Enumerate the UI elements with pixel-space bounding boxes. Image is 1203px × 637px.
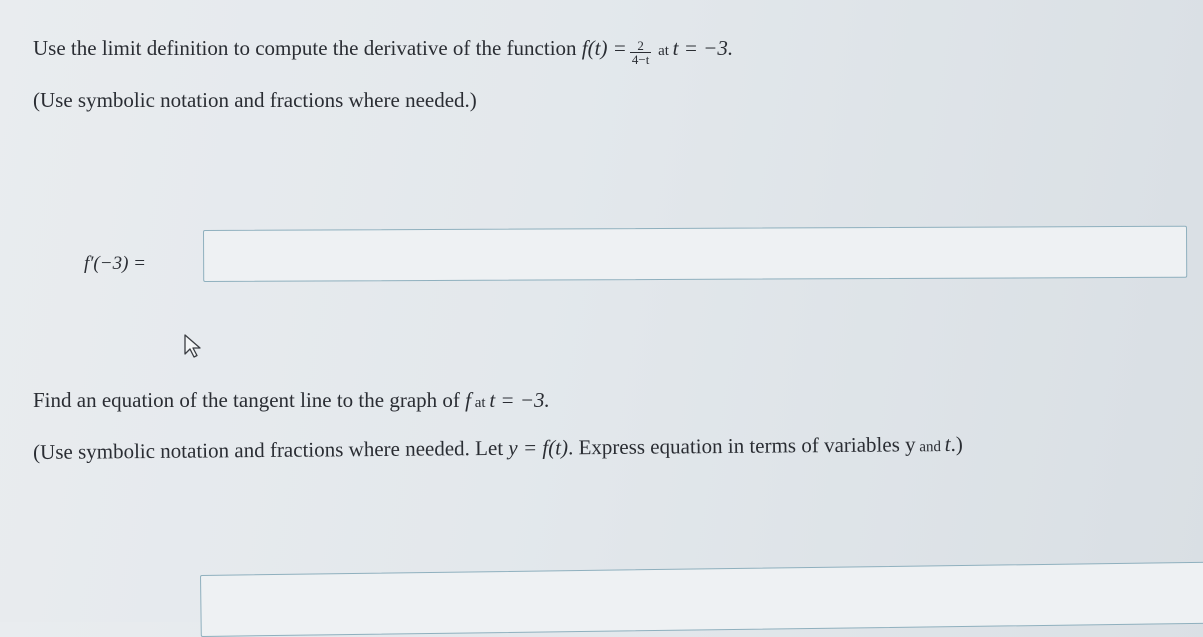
q2-hint [33,432,963,465]
q1-hint: (Use symbolic notation and fractions where needed.) [33,88,477,112]
q1-fraction-denominator: 4−t [631,52,650,67]
q1-function-lhs: f(t) = [581,36,627,60]
q2-hint-var-y: y [904,432,916,457]
q2-function: f [465,388,471,412]
q1-answer-label: f′(−3) = [84,253,146,274]
q1-text-before: Use the limit definition to compute the derivative of the function [33,36,582,60]
question-1-text [33,36,733,66]
q2-text-at: at [470,395,490,411]
mouse-pointer-icon [183,333,207,359]
q1-fraction-numerator: 2 [630,39,651,53]
q2-hint-end: .) [950,431,963,456]
q2-hint-and: and [915,439,945,456]
q1-answer-input[interactable] [203,226,1187,282]
q2-text-before: Find an equation of the tangent line to the graph of [33,388,466,412]
q2-hint-equation: y = f(t) [508,435,569,460]
q1-text-at: at [654,43,673,59]
q1-fraction [630,39,651,66]
q1-condition: t = −3. [672,36,734,60]
q2-answer-input[interactable] [200,562,1203,637]
q2-condition: t = −3. [489,388,550,412]
q2-hint-var-t: t [944,431,951,457]
q2-hint-part2: . Express equation in terms of variables [567,432,906,460]
question-2-text [33,388,550,413]
q2-hint-part1: (Use symbolic notation and fractions where needed. Let [33,435,509,464]
